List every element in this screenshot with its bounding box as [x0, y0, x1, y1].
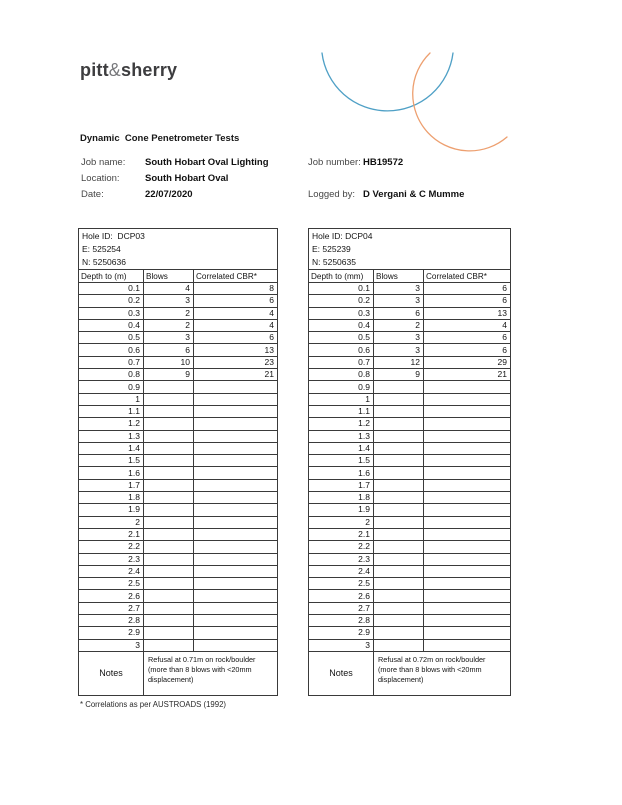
cbr-cell	[194, 528, 278, 540]
depth-cell: 1	[309, 393, 374, 405]
cbr-cell	[194, 442, 278, 454]
blows-cell	[144, 479, 194, 491]
cbr-cell	[424, 627, 511, 639]
blows-cell	[374, 405, 424, 417]
dcp-table-dcp03	[78, 228, 278, 696]
blows-cell	[144, 602, 194, 614]
column-header-depth: Depth to (mm)	[309, 270, 374, 283]
data-row	[79, 553, 278, 565]
cbr-cell	[194, 553, 278, 565]
depth-cell: 3	[309, 639, 374, 651]
blows-cell	[144, 615, 194, 627]
depth-cell: 1.2	[309, 418, 374, 430]
blows-cell: 2	[374, 319, 424, 331]
blows-cell	[374, 553, 424, 565]
date-value: 22/07/2020	[145, 189, 193, 200]
cbr-cell	[194, 405, 278, 417]
blows-cell	[144, 590, 194, 602]
cbr-cell: 13	[194, 344, 278, 356]
depth-cell: 2.3	[79, 553, 144, 565]
data-row	[309, 590, 511, 602]
depth-cell: 0.7	[79, 356, 144, 368]
cbr-cell	[194, 615, 278, 627]
data-row	[309, 516, 511, 528]
data-row	[79, 516, 278, 528]
pitt-sherry-logo	[80, 60, 177, 81]
depth-cell: 1.3	[309, 430, 374, 442]
hole-info-cell	[79, 229, 278, 270]
blows-cell	[374, 541, 424, 553]
blows-cell	[374, 639, 424, 651]
depth-cell: 0.3	[79, 307, 144, 319]
data-row	[309, 356, 511, 368]
blows-cell	[374, 528, 424, 540]
correlations-footnote: * Correlations as per AUSTROADS (1992)	[80, 700, 227, 709]
cbr-cell	[194, 504, 278, 516]
notes-label: Notes	[309, 651, 374, 695]
logo-text-pitt: pitt	[80, 60, 109, 80]
easting: E: 525254	[82, 244, 121, 254]
blows-cell: 3	[144, 332, 194, 344]
column-header-blows: Blows	[374, 270, 424, 283]
blows-cell	[374, 602, 424, 614]
data-row	[79, 405, 278, 417]
cbr-cell	[424, 405, 511, 417]
depth-cell: 2.9	[309, 627, 374, 639]
data-row	[309, 479, 511, 491]
depth-cell: 2.6	[309, 590, 374, 602]
depth-cell: 2.7	[309, 602, 374, 614]
cbr-cell	[424, 467, 511, 479]
notes-text: Refusal at 0.71m on rock/boulder (more than 8 blows with <20mm displacement)	[144, 651, 278, 695]
depth-cell: 2	[309, 516, 374, 528]
data-row	[79, 590, 278, 602]
data-row	[309, 553, 511, 565]
data-row	[309, 578, 511, 590]
blows-cell	[144, 627, 194, 639]
data-row	[309, 615, 511, 627]
depth-cell: 2.8	[79, 615, 144, 627]
depth-cell: 0.2	[309, 295, 374, 307]
data-row	[79, 319, 278, 331]
data-row	[79, 541, 278, 553]
cbr-cell	[194, 627, 278, 639]
blows-cell	[144, 578, 194, 590]
data-row	[79, 442, 278, 454]
cbr-cell: 6	[424, 344, 511, 356]
cbr-cell: 4	[194, 307, 278, 319]
blows-cell: 3	[144, 295, 194, 307]
blows-cell	[374, 430, 424, 442]
depth-cell: 0.1	[309, 283, 374, 295]
location-label: Location:	[81, 173, 120, 184]
blows-cell	[374, 442, 424, 454]
data-row	[309, 295, 511, 307]
depth-cell: 0.9	[309, 381, 374, 393]
depth-cell: 1.5	[79, 455, 144, 467]
cbr-cell	[194, 418, 278, 430]
logo-ampersand: &	[108, 60, 122, 80]
job-number-value: HB19572	[363, 157, 404, 168]
depth-cell: 2.2	[309, 541, 374, 553]
depth-cell: 2.8	[309, 615, 374, 627]
blows-cell	[144, 504, 194, 516]
depth-cell: 1.1	[79, 405, 144, 417]
blows-cell	[144, 430, 194, 442]
cbr-cell: 8	[194, 283, 278, 295]
blows-cell	[144, 381, 194, 393]
data-row	[79, 479, 278, 491]
logo-text-sherry: sherry	[121, 60, 178, 80]
cbr-cell	[424, 442, 511, 454]
cbr-cell	[194, 602, 278, 614]
depth-cell: 0.2	[79, 295, 144, 307]
depth-cell: 1.4	[79, 442, 144, 454]
hole-id: Hole ID: DCP04	[312, 231, 373, 241]
data-row	[309, 283, 511, 295]
depth-cell: 1.1	[309, 405, 374, 417]
depth-cell: 0.6	[309, 344, 374, 356]
data-row	[79, 492, 278, 504]
cbr-cell	[424, 639, 511, 651]
dcp04-table	[308, 228, 511, 696]
data-row	[79, 393, 278, 405]
hole-info-row	[79, 229, 278, 270]
logged-by-value: D Vergani & C Mumme	[363, 189, 465, 200]
blows-cell	[374, 516, 424, 528]
data-row	[309, 541, 511, 553]
blows-cell: 3	[374, 283, 424, 295]
cbr-cell: 23	[194, 356, 278, 368]
data-row	[79, 307, 278, 319]
depth-cell: 1.9	[79, 504, 144, 516]
depth-cell: 2.9	[79, 627, 144, 639]
blows-cell	[144, 467, 194, 479]
cbr-cell	[424, 528, 511, 540]
blows-cell	[144, 639, 194, 651]
blows-cell	[144, 393, 194, 405]
cbr-cell	[424, 516, 511, 528]
data-row	[79, 332, 278, 344]
data-row	[79, 639, 278, 651]
blows-cell: 6	[144, 344, 194, 356]
depth-cell: 2.5	[79, 578, 144, 590]
cbr-cell	[424, 553, 511, 565]
depth-cell: 1.6	[309, 467, 374, 479]
data-row	[309, 492, 511, 504]
cbr-cell	[424, 455, 511, 467]
data-row	[79, 455, 278, 467]
cbr-cell: 6	[424, 283, 511, 295]
depth-cell: 2.6	[79, 590, 144, 602]
depth-cell: 0.6	[79, 344, 144, 356]
blows-cell	[374, 504, 424, 516]
cbr-cell	[424, 615, 511, 627]
depth-cell: 1.7	[79, 479, 144, 491]
notes-label: Notes	[79, 651, 144, 695]
data-row	[79, 430, 278, 442]
cbr-cell	[194, 430, 278, 442]
data-row	[309, 319, 511, 331]
data-row	[309, 430, 511, 442]
cbr-cell	[194, 565, 278, 577]
blows-cell: 2	[144, 307, 194, 319]
blows-cell	[374, 627, 424, 639]
blows-cell: 9	[144, 369, 194, 381]
blows-cell: 6	[374, 307, 424, 319]
blows-cell: 12	[374, 356, 424, 368]
data-row	[79, 504, 278, 516]
data-row	[309, 393, 511, 405]
northing: N: 5250636	[82, 257, 126, 267]
blows-cell	[374, 615, 424, 627]
blows-cell	[144, 553, 194, 565]
swoosh-orange-arc	[413, 53, 507, 151]
depth-cell: 0.9	[79, 381, 144, 393]
data-row	[79, 381, 278, 393]
cbr-cell	[194, 455, 278, 467]
depth-cell: 1	[79, 393, 144, 405]
cbr-cell	[424, 492, 511, 504]
data-row	[309, 602, 511, 614]
blows-cell	[374, 393, 424, 405]
blows-cell	[144, 418, 194, 430]
column-header-depth: Depth to (m)	[79, 270, 144, 283]
blows-cell: 3	[374, 295, 424, 307]
blows-cell	[144, 565, 194, 577]
data-row	[309, 381, 511, 393]
date-label: Date:	[81, 189, 104, 200]
easting: E: 525239	[312, 244, 351, 254]
data-row	[309, 405, 511, 417]
blows-cell	[374, 381, 424, 393]
depth-cell: 2.5	[309, 578, 374, 590]
depth-cell: 2.7	[79, 602, 144, 614]
data-row	[309, 442, 511, 454]
cbr-cell	[424, 590, 511, 602]
cbr-cell	[194, 578, 278, 590]
data-row	[79, 565, 278, 577]
column-header-cbr: Correlated CBR*	[194, 270, 278, 283]
cbr-cell	[424, 381, 511, 393]
blows-cell	[374, 565, 424, 577]
cbr-cell: 29	[424, 356, 511, 368]
blows-cell	[144, 541, 194, 553]
cbr-cell	[194, 467, 278, 479]
notes-row	[309, 651, 511, 695]
blows-cell	[374, 479, 424, 491]
document-title: Dynamic Cone Penetrometer Tests	[80, 133, 240, 144]
blows-cell	[374, 492, 424, 504]
depth-cell: 2.3	[309, 553, 374, 565]
depth-cell: 0.8	[79, 369, 144, 381]
data-row	[79, 295, 278, 307]
cbr-cell: 4	[424, 319, 511, 331]
depth-cell: 1.3	[79, 430, 144, 442]
depth-cell: 0.4	[79, 319, 144, 331]
data-row	[79, 418, 278, 430]
column-header-row	[309, 270, 511, 283]
data-row	[79, 356, 278, 368]
blows-cell	[374, 455, 424, 467]
depth-cell: 0.1	[79, 283, 144, 295]
blows-cell	[144, 405, 194, 417]
cbr-cell	[424, 393, 511, 405]
blows-cell: 3	[374, 344, 424, 356]
blows-cell	[144, 528, 194, 540]
data-row	[309, 369, 511, 381]
data-row	[79, 615, 278, 627]
data-row	[79, 467, 278, 479]
data-row	[309, 565, 511, 577]
cbr-cell: 6	[194, 295, 278, 307]
depth-cell: 0.4	[309, 319, 374, 331]
depth-cell: 0.5	[79, 332, 144, 344]
depth-cell: 0.7	[309, 356, 374, 368]
depth-cell: 1.8	[79, 492, 144, 504]
northing: N: 5250635	[312, 257, 356, 267]
dcp-table-dcp04	[308, 228, 511, 696]
blows-cell	[144, 455, 194, 467]
data-row	[79, 369, 278, 381]
blows-cell	[374, 590, 424, 602]
data-row	[309, 307, 511, 319]
blows-cell	[374, 418, 424, 430]
cbr-cell: 4	[194, 319, 278, 331]
cbr-cell: 6	[424, 332, 511, 344]
job-number-label: Job number:	[308, 157, 361, 168]
depth-cell: 2.1	[309, 528, 374, 540]
column-header-row	[79, 270, 278, 283]
cbr-cell	[194, 492, 278, 504]
depth-cell: 1.6	[79, 467, 144, 479]
cbr-cell	[424, 565, 511, 577]
hole-info-row	[309, 229, 511, 270]
blows-cell: 3	[374, 332, 424, 344]
data-row	[79, 283, 278, 295]
cbr-cell	[424, 430, 511, 442]
data-row	[309, 504, 511, 516]
depth-cell: 1.4	[309, 442, 374, 454]
cbr-cell	[194, 393, 278, 405]
notes-text: Refusal at 0.72m on rock/boulder (more than 8 blows with <20mm displacement)	[374, 651, 511, 695]
data-row	[309, 455, 511, 467]
cbr-cell	[424, 578, 511, 590]
cbr-cell	[424, 418, 511, 430]
swoosh-blue-arc	[322, 53, 453, 111]
data-row	[309, 332, 511, 344]
blows-cell	[144, 442, 194, 454]
depth-cell: 0.5	[309, 332, 374, 344]
cbr-cell	[424, 479, 511, 491]
cbr-cell: 21	[194, 369, 278, 381]
hole-info-cell	[309, 229, 511, 270]
depth-cell: 3	[79, 639, 144, 651]
blows-cell: 9	[374, 369, 424, 381]
depth-cell: 1.9	[309, 504, 374, 516]
depth-cell: 0.3	[309, 307, 374, 319]
data-row	[79, 602, 278, 614]
data-row	[309, 528, 511, 540]
cbr-cell	[424, 541, 511, 553]
depth-cell: 1.5	[309, 455, 374, 467]
cbr-cell	[194, 516, 278, 528]
brand-swoosh-graphic	[295, 40, 520, 155]
data-row	[79, 344, 278, 356]
cbr-cell	[424, 602, 511, 614]
depth-cell: 1.7	[309, 479, 374, 491]
cbr-cell	[194, 479, 278, 491]
depth-cell: 1.2	[79, 418, 144, 430]
data-row	[79, 627, 278, 639]
hole-id: Hole ID: DCP03	[82, 231, 145, 241]
notes-row	[79, 651, 278, 695]
data-row	[309, 627, 511, 639]
column-header-blows: Blows	[144, 270, 194, 283]
data-row	[309, 639, 511, 651]
data-row	[309, 344, 511, 356]
job-name-value: South Hobart Oval Lighting	[145, 157, 269, 168]
cbr-cell: 6	[194, 332, 278, 344]
depth-cell: 0.8	[309, 369, 374, 381]
depth-cell: 1.8	[309, 492, 374, 504]
depth-cell: 2.4	[79, 565, 144, 577]
depth-cell: 2	[79, 516, 144, 528]
column-header-cbr: Correlated CBR*	[424, 270, 511, 283]
depth-cell: 2.2	[79, 541, 144, 553]
location-value: South Hobart Oval	[145, 173, 229, 184]
blows-cell: 4	[144, 283, 194, 295]
job-name-label: Job name:	[81, 157, 126, 168]
data-row	[79, 578, 278, 590]
logged-by-label: Logged by:	[308, 189, 356, 200]
cbr-cell: 21	[424, 369, 511, 381]
cbr-cell: 6	[424, 295, 511, 307]
blows-cell	[144, 516, 194, 528]
cbr-cell	[194, 590, 278, 602]
blows-cell	[374, 467, 424, 479]
cbr-cell	[194, 639, 278, 651]
cbr-cell: 13	[424, 307, 511, 319]
data-row	[309, 467, 511, 479]
depth-cell: 2.1	[79, 528, 144, 540]
cbr-cell	[424, 504, 511, 516]
cbr-cell	[194, 381, 278, 393]
dcp03-table	[78, 228, 278, 696]
depth-cell: 2.4	[309, 565, 374, 577]
blows-cell	[374, 578, 424, 590]
blows-cell: 10	[144, 356, 194, 368]
data-row	[309, 418, 511, 430]
blows-cell: 2	[144, 319, 194, 331]
data-row	[79, 528, 278, 540]
cbr-cell	[194, 541, 278, 553]
blows-cell	[144, 492, 194, 504]
